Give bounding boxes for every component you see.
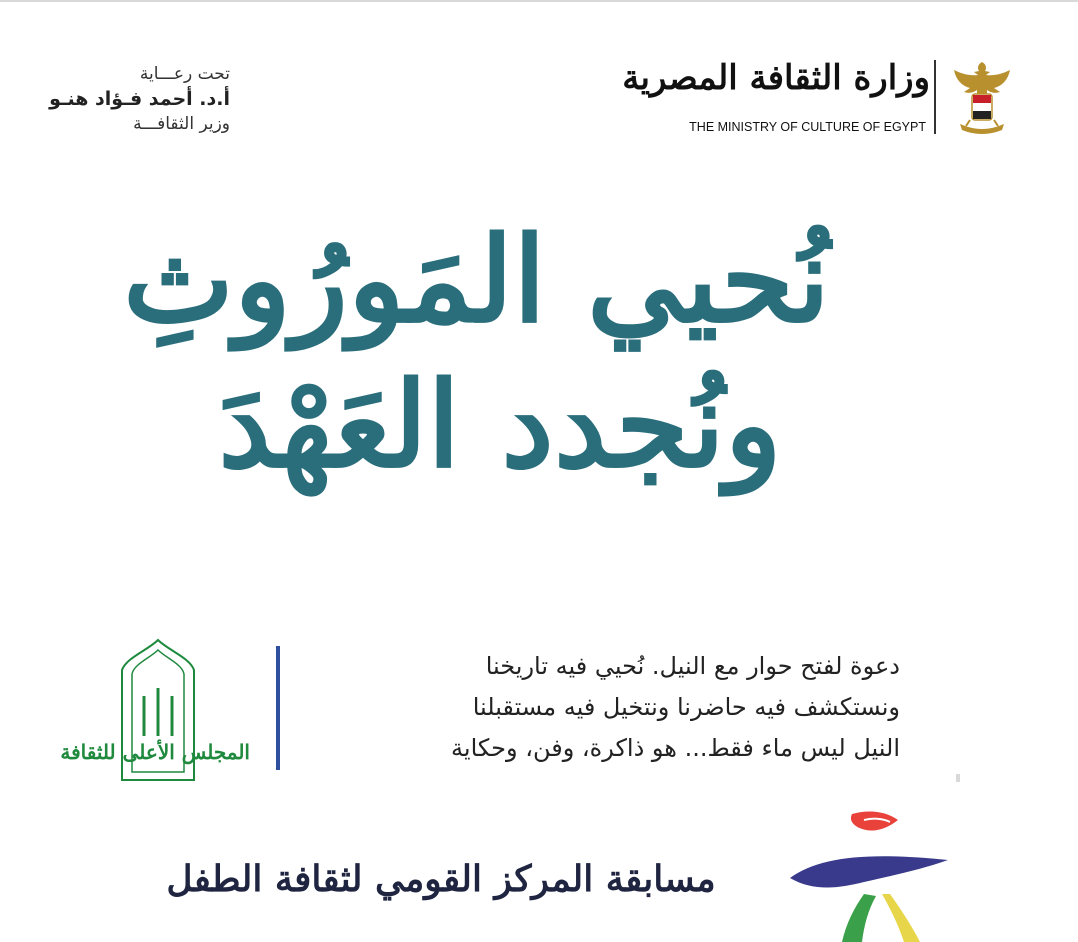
- council-label: المجلس الأعلى للثقافة: [60, 740, 250, 764]
- invitation-accent-bar: [276, 646, 280, 770]
- calligraphy-title: [122, 210, 830, 500]
- ministry-arabic-name: وزارة الثقافة المصرية: [622, 58, 930, 98]
- title-line-2: ونُجدد العَهْدَ: [218, 355, 782, 494]
- invitation-line: ونستكشف فيه حاضرنا ونتخيل فيه مستقبلنا: [472, 693, 900, 721]
- decorative-dot: [950, 770, 966, 786]
- ministry-english-name: THE MINISTRY OF CULTURE OF EGYPT: [689, 120, 926, 134]
- invitation-line: النيل ليس ماء فقط... هو ذاكرة، وفن، وحكاية: [451, 734, 900, 762]
- invitation-line: دعوة لفتح حوار مع النيل. نُحيي فيه تاريخنا: [485, 652, 900, 680]
- patron-name: أ.د. أحمد فـؤاد هنـو: [49, 88, 230, 110]
- patronage-label: تحت رعـــاية: [139, 64, 230, 84]
- logo-divider: [934, 60, 936, 134]
- title-line-1: نُحيي المَورُوثِ: [122, 210, 830, 349]
- ministry-logo: [622, 58, 930, 138]
- child-culture-center-logo-icon: [780, 808, 980, 942]
- egypt-eagle-emblem-icon: [950, 58, 1014, 138]
- invitation-text: [290, 646, 900, 769]
- patron-role: وزير الثقافـــة: [133, 114, 230, 134]
- patronage-block: [40, 62, 230, 136]
- top-divider: [0, 0, 1078, 2]
- contest-title: مسابقة المركز القومي لثقافة الطفل: [166, 858, 716, 900]
- supreme-council-logo: [60, 636, 264, 786]
